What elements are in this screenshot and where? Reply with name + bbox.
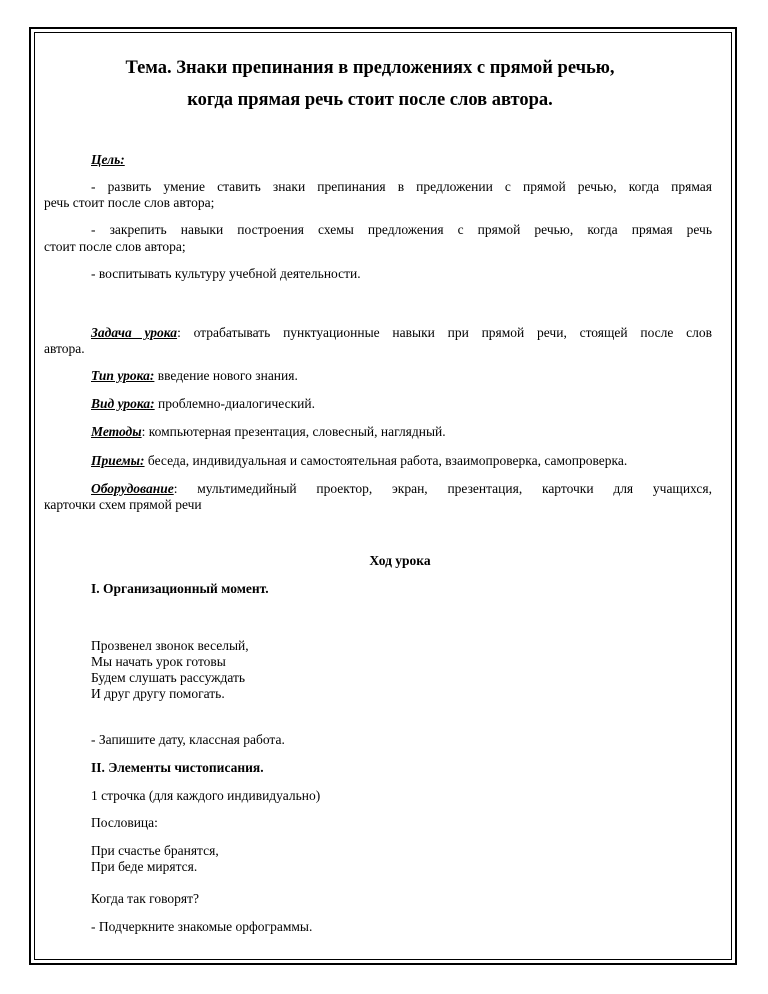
- poem-line-4: И друг другу помогать.: [91, 686, 225, 701]
- proverb-label: Пословица:: [91, 815, 158, 830]
- poem-line-1: Прозвенел звонок веселый,: [91, 638, 249, 653]
- methods: [91, 423, 446, 440]
- techniques-text: беседа, индивидуальная и самостоятельная работа, взаимопроверка, самопроверка.: [144, 453, 628, 468]
- equipment-label: Оборудование: [91, 481, 174, 496]
- lesson-type-text: введение нового знания.: [154, 368, 298, 383]
- task-text: : отрабатывать пунктуационные навыки при прямой речи, стоящей после слов: [177, 325, 713, 340]
- section-1-heading: I. Организационный момент.: [91, 581, 269, 596]
- equipment-line-2: карточки схем прямой речи: [44, 497, 202, 512]
- proverb-line-1: При счастье бранятся,: [91, 843, 219, 858]
- task-line-2: автора.: [44, 341, 85, 356]
- lesson-kind-label: Вид урока:: [91, 396, 155, 411]
- techniques-label: Приемы:: [91, 453, 145, 468]
- methods-text: : компьютерная презентация, словесный, наглядный.: [141, 424, 446, 439]
- title-line-1: Тема. Знаки препинания в предложениях с прямой речью,: [125, 58, 615, 78]
- proverb-line-2: При беде мирятся.: [91, 859, 198, 874]
- lesson-kind: [91, 395, 315, 412]
- lesson-type: [91, 367, 298, 384]
- task-label: Задача урока: [91, 325, 178, 340]
- lesson-kind-text: проблемно-диалогический.: [154, 396, 315, 411]
- task-line-1: [91, 324, 712, 341]
- section-2-heading: II. Элементы чистописания.: [91, 760, 264, 775]
- goal-item-2-line-1: - закрепить навыки построения схемы предложения с прямой речью, когда прямая речь: [91, 222, 712, 237]
- goal-item-2-line-2: стоит после слов автора;: [44, 239, 186, 254]
- question: Когда так говорят?: [91, 891, 200, 906]
- equipment-line-1: [91, 480, 712, 497]
- poem-line-3: Будем слушать рассуждать: [91, 670, 246, 685]
- underline-task: - Подчеркните знакомые орфограммы.: [91, 919, 313, 934]
- date-note: - Запишите дату, классная работа.: [91, 732, 285, 747]
- line-note: 1 строчка (для каждого индивидуально): [91, 788, 321, 803]
- techniques: [91, 452, 627, 469]
- methods-label: Методы: [91, 424, 142, 439]
- lesson-type-label: Тип урока:: [91, 368, 155, 383]
- goal-item-3: - воспитывать культуру учебной деятельности.: [91, 266, 361, 281]
- poem-line-2: Мы начать урок готовы: [91, 654, 226, 669]
- course-heading: Ход урока: [369, 553, 431, 568]
- equipment-text: : мультимедийный проектор, экран, презентация, карточки для учащихся,: [173, 481, 712, 496]
- title-line-2: когда прямая речь стоит после слов автора.: [187, 90, 553, 110]
- goal-label: Цель:: [91, 152, 125, 167]
- goal-item-1-line-1: - развить умение ставить знаки препинания в предложении с прямой речью, когда прямая: [91, 179, 712, 194]
- goal-item-1-line-2: речь стоит после слов автора;: [44, 195, 215, 210]
